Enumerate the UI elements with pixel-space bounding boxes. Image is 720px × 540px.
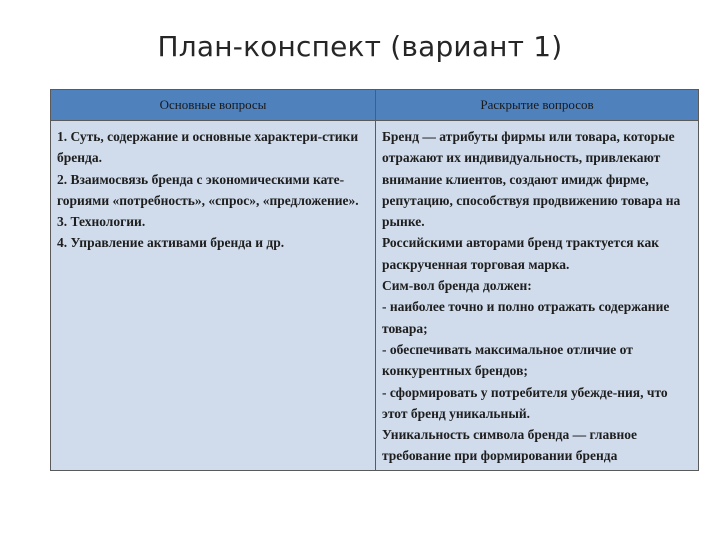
table-header-row xyxy=(51,90,699,121)
list-item: 2. Взаимосвязь бренда с экономическими кате-гориями «потребность», «спрос», «предложение». xyxy=(57,171,359,208)
list-item: 3. Технологии. xyxy=(57,214,146,230)
list-item: - наиболее точно и полно отражать содержание товара; xyxy=(382,299,670,336)
list-item: - сформировать у потребителя убежде-ния, что этот бренд уникальный. xyxy=(382,384,668,421)
list-item: 1. Суть, содержание и основные характери-стики бренда. xyxy=(57,129,359,166)
table-row xyxy=(51,121,699,471)
header-main-questions: Основные вопросы xyxy=(51,90,376,121)
list-item: - обеспечивать максимальное отличие от конкурентных брендов; xyxy=(382,341,633,379)
list-item: Сим-вол бренда должен: xyxy=(382,278,532,294)
disclosure-list xyxy=(382,126,692,467)
list-item: Бренд — атрибуты фирмы или товара, которые отражают их индивидуальность, привлекают внимание клиентов, создают имидж фирме, репутацию, способствуя продвижению товара на рынке. xyxy=(382,129,681,230)
main-questions-cell xyxy=(51,121,376,471)
header-questions-disclosure: Раскрытие вопросов xyxy=(376,90,699,121)
list-item: 4. Управление активами бренда и др. xyxy=(57,235,285,251)
plan-table xyxy=(50,89,699,471)
questions-disclosure-cell xyxy=(376,121,699,471)
list-item: Уникальность символа бренда — главное требование при формировании бренда xyxy=(382,427,638,464)
slide-title: План-конспект (вариант 1) xyxy=(157,30,563,63)
list-item: Российскими авторами бренд трактуется как раскрученная торговая марка. xyxy=(382,235,660,272)
main-questions-list xyxy=(57,126,369,254)
